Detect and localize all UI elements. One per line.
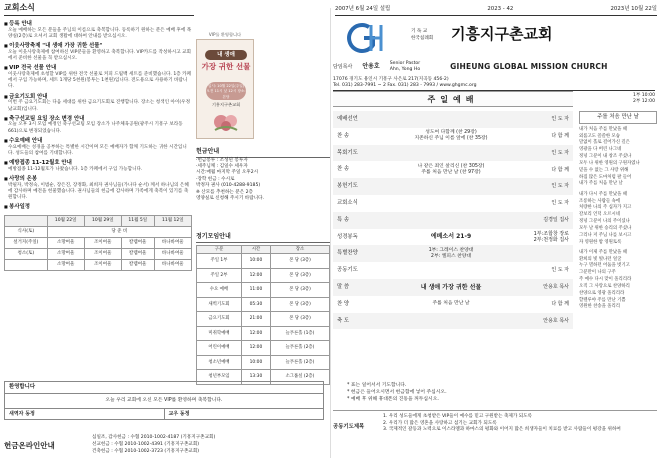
order-item: 찬 송 <box>337 132 350 139</box>
online-offering-lines <box>92 435 215 456</box>
hymn-line: 정녕 그분이 나의 주이셨나 <box>579 219 630 225</box>
order-content: 1부: 그레이스 찬양대 2부: 엘피스 찬양대 <box>428 247 474 259</box>
order-person: 안용호 목사 <box>543 317 569 324</box>
order-row <box>333 212 573 229</box>
order-person: 인 도 자 <box>551 267 569 274</box>
table-cell: 어린이예배 <box>197 341 242 356</box>
order-content: 주를 처음 만난 날 <box>432 301 470 307</box>
hymn-line: 자 영원한 밤 영원토록 <box>579 239 622 245</box>
order-content: 에베소서 21-9 <box>430 233 472 241</box>
table-cell: 설거지(주일) <box>5 237 48 248</box>
worship-title: 주일예배 <box>333 91 573 107</box>
hymn-line: 모두 날 위한 승리의 주셨나 <box>579 225 632 231</box>
denomination-line: 기 독 교 <box>411 29 428 34</box>
order-person: 다 함 께 <box>551 133 569 140</box>
table-cell: 청소(토) <box>5 248 48 259</box>
poster-top-label: VIP를 환영합니다 <box>208 32 242 37</box>
table-cell: 10:00 <box>241 355 270 370</box>
vip-poster <box>196 39 254 139</box>
order-item: 봉헌기도 <box>337 183 358 190</box>
welcome-footer <box>5 408 323 419</box>
meeting-title: 정기모임안내 <box>196 233 330 243</box>
account-line: 선교헌금 : 수협 2010-1002-4391 (기흥지구촌교회) <box>92 441 200 447</box>
meeting-schedule <box>196 233 330 385</box>
table-cell: 10:00 <box>241 254 270 269</box>
meeting-table <box>196 245 330 385</box>
table-cell: 칼렙여울 <box>121 259 154 270</box>
news-text: 수요예배는 성경을 공부하는 특별한 시간이며 모든 예배자가 함께 기도하는 귀한 시간입니다. 성도들의 참여를 기대합니다. <box>8 144 187 156</box>
online-offering-title: 헌금온라인안내 <box>4 441 55 450</box>
order-person: 인 도 자 <box>551 200 569 207</box>
founded-date: 2007년 6월 24일 설립 <box>335 6 391 12</box>
table-cell: 늘푸른홀 (2층) <box>270 355 329 370</box>
order-row <box>333 111 573 128</box>
table-cell: 수요 예배 <box>197 283 242 298</box>
news-item <box>4 176 192 201</box>
table-header: 11월 12일 <box>154 215 191 226</box>
offering-line: 박정자 권사 (010-4288-9185) <box>196 183 261 189</box>
table-cell: 주일 2부 <box>197 268 242 283</box>
table-cell: 당 준 비 <box>47 226 191 237</box>
order-person: 인 도 자 <box>551 116 569 123</box>
table-cell: 12:00 <box>241 341 270 356</box>
prayer-list <box>383 414 657 434</box>
service-schedule <box>4 204 192 271</box>
order-row <box>333 279 573 296</box>
denomination-line: 한국침례회 <box>411 35 434 41</box>
prayer-item: 3. 국제적인 갈등과 노력으로 이스라엘과 하마스의 평화와 이어지 많은 희생자들이 치료를 받고 사람들이 평강을 위하여 <box>383 427 621 433</box>
mission-name: GIHEUNG GLOBAL MISSION CHURCH <box>450 62 608 72</box>
news-text: 이번 주 금요기도회는 다음 세대를 위한 금요기도회로 진행합니다. 장소는 청색인 아이(우정났교회)입니다. <box>8 100 191 112</box>
left-panel <box>4 3 328 465</box>
news-title: ■ 등록 안내 <box>4 21 192 28</box>
table-cell: 소망여울 <box>47 237 84 248</box>
hymn-line: 처량한 나의 주 십자가 지고 <box>579 205 632 211</box>
poster-brand: 기흥지구촌교회 <box>211 102 241 107</box>
hymn-lines <box>579 127 657 312</box>
order-person: 다 함 께 <box>551 301 569 308</box>
order-content: 성도여 다함께 (찬 29장) 지존하신 주님 이름 앞에 (찬 35장) <box>414 130 488 142</box>
table-cell: 식사(토) <box>5 226 48 237</box>
order-person: 인 도 자 <box>551 149 569 156</box>
order-content: 내 생애 가장 귀한 선물 <box>420 283 482 291</box>
hymn-line: 오직 그 사랑으로 찬양하리 <box>579 283 630 289</box>
right-panel <box>333 3 657 465</box>
news-section-title: 교회소식 <box>4 3 194 16</box>
service-table <box>4 215 192 271</box>
pastor-label: 담임목사 <box>333 63 353 70</box>
offering-line: ·세주님께 : 김일수 세우자 <box>196 163 248 169</box>
note-line: * 헌금은 들어오시면서 헌금함에 넣어 주십시오. <box>347 389 447 395</box>
hymn-line: 갈보리 언덕 오르시네 <box>579 212 620 218</box>
bulletin-date: 2023년 10월 22일 <box>610 6 657 12</box>
offering-line: 시간:매월 마지막 주일 오후2시 <box>196 170 259 176</box>
poster-badge: 내 생애 <box>205 50 247 60</box>
order-row <box>333 313 573 330</box>
hymn-line: 영광을 다 버린 나그네 <box>579 147 622 153</box>
order-person: 안용호 목사 <box>543 284 569 291</box>
hymn-line: 누구 멸하던 어둠을 벗기고 <box>579 263 630 269</box>
order-row <box>333 296 573 313</box>
offering-info <box>196 148 330 202</box>
hymn-line: 정녕 그분이 내 창조 주셨나 <box>579 154 632 160</box>
order-content: 나 같은 죄인 살리신 (찬 305장) 주를 처음 만난 날 (찬 97장) <box>417 163 485 175</box>
news-item <box>4 116 192 135</box>
news-item <box>4 43 192 62</box>
table-cell: 소그룹실 (2층) <box>270 370 329 385</box>
news-text: 예방접종 11-12월호가 나왔습니다. 1층 카페에서 구입 가능합니다. <box>8 166 143 172</box>
news-text: 오늘 예배하는 모든 분들을 주님의 이름으로 축복합니다. 등록하기 원하는 분은 예배 후에 목양실(2층)로 오셔서 교회 생활에 대하여 안내를 받으십시오. <box>8 27 192 39</box>
prayer-item: 1. 우리 성도들에게 초청받은 VIP들이 예수를 믿고 구원받는 축제가 되도록 <box>383 414 533 419</box>
table-row <box>5 237 192 248</box>
table-row <box>197 268 330 283</box>
hymn-line: 찬양으로 영광 올리리라 <box>579 290 625 296</box>
phone-web: Tel. 031) 283-7991 ~ 2 Fax. 031) 283 - 7993 / www.ghgmc.org <box>333 82 477 88</box>
table-cell: 바나바여울 <box>154 259 191 270</box>
address-line <box>333 77 655 91</box>
news-title: ■ 축구선교팀 요일 장소 변경 안내 <box>4 116 192 123</box>
news-text: 박필자, 박정숙, 이범순, 장은진, 장정화, 최희자 권사님들(가나다 순서) 께서 하나님의 은혜에 감사하며 예전을 헌물했습니다. 권사님들의 헌금에 감사하며 가족에게 축복이 있기를 축원합니다. <box>8 182 189 200</box>
table-cell: 칼렙여울 <box>121 248 154 259</box>
hymn-line: 모두 나 위한 영원의 구원자였나 <box>579 160 640 166</box>
table-row <box>197 312 330 327</box>
offering-line: ·헌금봉투 : 조성된 봉투자 <box>196 157 248 163</box>
center-divider <box>330 8 331 458</box>
table-row <box>197 283 330 298</box>
news-title: ■ 이웃사랑축제 "내 생애 가장 귀한 선물" <box>4 43 192 50</box>
order-item: 예배선언 <box>337 116 358 123</box>
order-row <box>333 262 573 279</box>
rose-icon <box>207 110 245 136</box>
table-cell: 12:00 <box>241 268 270 283</box>
hymn-line: 그리나 저 주님 나를 보시고 <box>579 232 632 238</box>
offering-line: 영양실로 신청해 주시기 바랍니다. <box>196 196 264 202</box>
news-item <box>4 94 192 113</box>
table-header: 구분 <box>197 245 242 254</box>
order-item: 찬 양 <box>337 300 350 307</box>
table-cell: 본 당 (3층) <box>270 312 329 327</box>
table-header: 11월 5일 <box>121 215 154 226</box>
news-text: 오늘 이웃사랑축제에 참여하신 VIP분들을 환영하고 축복합니다. VIP카드를 작성하시고 교회에서 준비한 선물을 꼭 받으십시오. <box>8 49 191 62</box>
table-cell: 본 당 (3층) <box>270 283 329 298</box>
news-list <box>4 21 192 274</box>
newcomer-news-label: 새역자 동정 <box>5 409 165 419</box>
table-cell: 칼렙여울 <box>121 237 154 248</box>
table-header: 장소 <box>270 245 329 254</box>
hymn-lyrics <box>579 111 657 373</box>
table-cell: 05:30 <box>241 297 270 312</box>
worship-times <box>603 93 655 106</box>
news-title: ■ VIP 전국 선물 안내 <box>4 65 192 72</box>
order-row <box>333 145 573 162</box>
note-line: * 예배 후 위해 휴대폰의 진동을 꺼두십시오. <box>347 396 439 402</box>
table-row <box>5 226 192 237</box>
worship-notes <box>347 383 573 404</box>
hymn-line: 말없이 홀로 걸어가신 길은 <box>579 140 630 146</box>
table-cell: 바나바여울 <box>154 237 191 248</box>
news-title: ■ 예방접종 11-12월호 안내 <box>4 160 192 167</box>
hymn-line: 내가 이제 주를 만났을 때 <box>579 249 627 255</box>
note-line: * 표는 일어서서 기도합니다. <box>347 383 407 388</box>
hymn-line: 내가 주를 처음 만난 날 <box>579 181 623 187</box>
hymn-line: 그분만이 나의 구주 <box>579 270 616 276</box>
order-item: 교회소식 <box>337 200 358 206</box>
news-title: ■ 수요예배 안내 <box>4 138 192 145</box>
table-header <box>5 215 48 226</box>
news-text: 오늘 오후 3시 모임 예정인 축구선교팀 모임 장소가 나주체육공원(광주시 기흥구 보라동 661)으로 변경되었습니다. <box>8 122 183 134</box>
order-item: 공동기도 <box>337 267 358 274</box>
table-row <box>197 326 330 341</box>
table-cell: 조이여울 <box>84 237 121 248</box>
news-title: ■ 사랑의 온봉 <box>4 176 192 183</box>
issue-number: 2023 - 42 <box>487 6 514 12</box>
hymn-line: 외롭고도 쓸쓸한 모습 <box>579 133 620 139</box>
table-cell: 본 당 (3층) <box>270 297 329 312</box>
table-row <box>197 254 330 269</box>
hymn-line: 하집 많은 도마처럼 팔 들어 <box>579 174 632 180</box>
table-cell <box>5 259 48 270</box>
table-cell: 조이여울 <box>84 259 121 270</box>
news-text: 이웃사랑축제에 초청할 VIP를 위한 전국 선물로 커피 드립백 세트를 준비했습니다. 1층 카페에서 구입 가능하며, 세트 1개당 5천원(봉투는 1천원)입니다. 전도용으로 사용하기 바랍니다. <box>8 72 192 90</box>
table-header: 10월 29일 <box>84 215 121 226</box>
table-cell: 소망여울 <box>47 259 84 270</box>
table-cell: 청소년예배 <box>197 355 242 370</box>
order-item: 특별찬양 <box>337 250 358 257</box>
order-item: 성경봉독 <box>337 233 358 240</box>
table-row <box>5 259 192 270</box>
hymn-title: 주를 처음 만난 날 <box>579 111 657 124</box>
order-row <box>333 128 573 145</box>
order-row <box>333 229 573 246</box>
table-row <box>197 297 330 312</box>
pastor-en-line: Ahn, Yong Ho <box>389 66 421 72</box>
hymn-line: 환희의 빛 빛나던 얼굴 <box>579 256 622 262</box>
table-cell: 13:30 <box>241 370 270 385</box>
table-cell: 12:00 <box>241 326 270 341</box>
table-cell: 주일 1부 <box>197 254 242 269</box>
table-cell: 늘푸른홀 (1층) <box>270 326 329 341</box>
table-cell: 늘푸른홀 (2층) <box>270 341 329 356</box>
church-name: 기흥지구촌교회 <box>451 25 553 43</box>
account-line: 건축헌금 : 수협 2010-1002-3723 (기흥지구촌교회) <box>92 448 200 454</box>
table-cell: 새벽기도회 <box>197 297 242 312</box>
table-row <box>5 248 192 259</box>
poster-headline: 가장 귀한 선물 <box>201 62 251 71</box>
hymn-line: 주 예수 다시 맞이 올리리라 <box>579 277 632 283</box>
table-cell: 소망여울 <box>47 248 84 259</box>
news-item <box>4 138 192 157</box>
online-offering <box>4 435 328 456</box>
table-cell: 바나바여울 <box>154 248 191 259</box>
table-cell: 21:00 <box>241 312 270 327</box>
address: 17076 경기도 용인시 기흥구 사은로 217(지곡동 456-2) <box>333 77 449 82</box>
table-row <box>197 355 330 370</box>
prayer-item: 2. 우리가 더 많은 영혼을 사랑하고 섬기는 교회가 되도록 <box>383 420 497 426</box>
pastor-name: 안용호 <box>362 63 380 71</box>
worship-time: 2부 12:00 <box>632 99 655 105</box>
order-person: 인 도 자 <box>551 183 569 190</box>
order-item: 목회기도 <box>337 149 358 156</box>
pastor-row <box>333 61 655 73</box>
prayer-title: 공동기도제목 <box>333 424 365 430</box>
hymn-line: 영원한 찬송을 올리리 <box>579 304 620 310</box>
table-header: 시간 <box>241 245 270 254</box>
offering-line: ※ 산모를 추천하는 분은 2층 <box>196 189 253 195</box>
order-item: 말 씀 <box>337 283 350 290</box>
order-person: 1부:조합창 장로 2부:천정화 집사 <box>533 230 569 243</box>
table-cell: 청년부모임 <box>197 370 242 385</box>
hymn-line: 조롱하는 사람들 속에 <box>579 198 620 204</box>
order-item: 특 송 <box>337 216 350 223</box>
welcome-text: 오늘 우리 교회에 오신 모든 VIP를 환영하며 축복합니다. <box>105 397 223 403</box>
pastor-en-line: Senior Pastor <box>389 61 421 66</box>
church-logo-icon <box>347 21 383 55</box>
worship-order <box>333 111 573 329</box>
order-person: 다 함 께 <box>551 166 569 173</box>
offering-title: 헌금안내 <box>196 148 330 158</box>
poster-info: 일시: 10월 22일(주일) 오전 11시 낮 12시 장소: 본당 <box>206 84 246 99</box>
order-row <box>333 161 573 178</box>
table-row <box>197 341 330 356</box>
table-cell: 금요기도회 <box>197 312 242 327</box>
table-cell: 미취학예배 <box>197 326 242 341</box>
order-row <box>333 178 573 195</box>
service-title: ■ 봉사일정 <box>4 204 192 211</box>
table-cell: 11:00 <box>241 283 270 298</box>
pastor-english <box>390 61 420 73</box>
welcome-box <box>4 381 324 420</box>
order-row <box>333 245 573 262</box>
hymn-line: 내가 다시 주를 만났을 때 <box>579 191 627 197</box>
bulletin-header-line <box>335 6 657 16</box>
news-item <box>4 160 192 173</box>
hymn-line: 내가 처음 주를 만났을 때 <box>579 126 627 132</box>
table-cell: 본 당 (3층) <box>270 268 329 283</box>
account-line: 십일조, 감사헌금 : 수협 2010-1002-4187 (기흥지구촌교회) <box>92 435 216 440</box>
hymn-line: 믿을 수 없는 그 사랑 위해 <box>579 167 629 173</box>
table-header: 10월 22일 <box>47 215 84 226</box>
prayer-topics <box>333 410 657 434</box>
order-item: 축 도 <box>337 317 350 324</box>
offering-line: ·장학 헌금 : 수시로 <box>196 176 235 182</box>
order-item: 찬 송 <box>337 166 350 173</box>
welcome-title: 환영합니다 <box>5 382 323 394</box>
worship-time: 1부 10:00 <box>632 93 655 98</box>
denomination <box>411 29 433 43</box>
member-news-label: 교우 동정 <box>168 410 190 417</box>
news-item <box>4 65 192 90</box>
order-person: 김경일 집사 <box>543 217 569 224</box>
hymn-line: 할렐루야 주를 만난 기쁨 <box>579 297 626 303</box>
order-row <box>333 195 573 212</box>
news-title: ■ 금요기도회 안내 <box>4 94 192 101</box>
news-item <box>4 21 192 40</box>
table-cell: 조이여울 <box>84 248 121 259</box>
table-cell: 본 당 (3층) <box>270 254 329 269</box>
